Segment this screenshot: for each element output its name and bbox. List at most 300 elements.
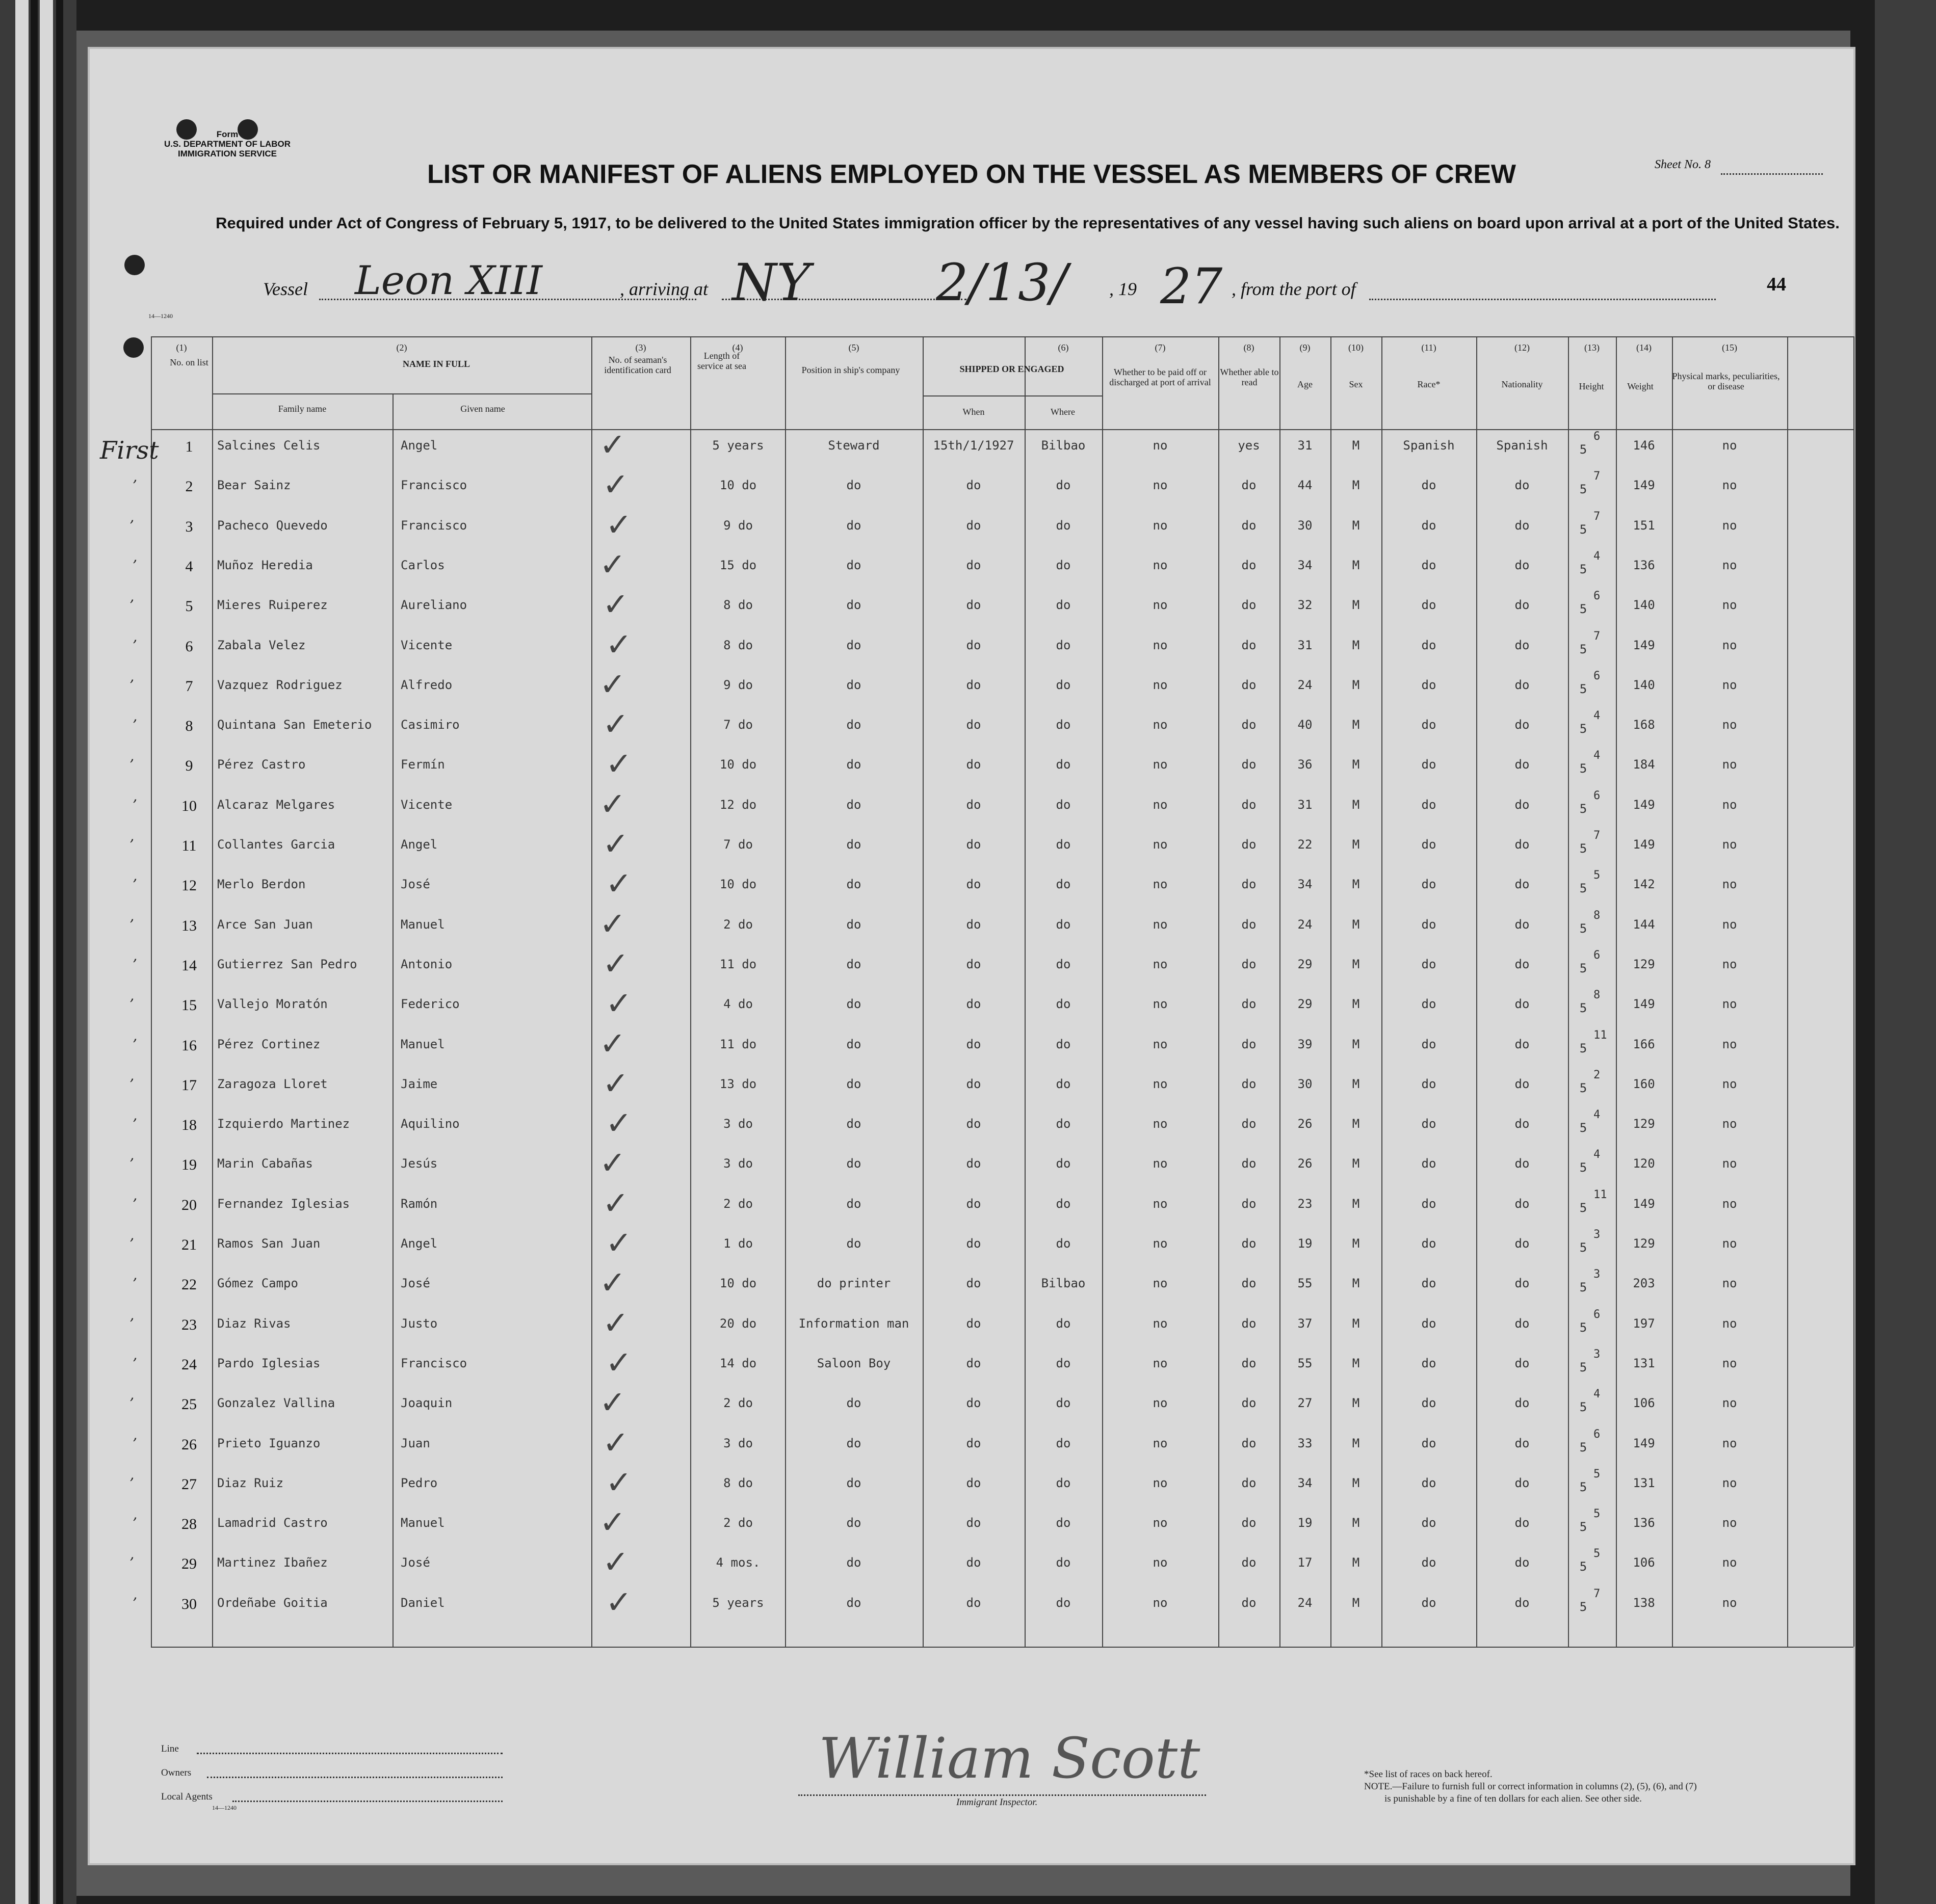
height-feet: 5: [1579, 1360, 1587, 1374]
margin-tick: ’: [129, 1155, 134, 1173]
from-port-underline: [1369, 299, 1716, 300]
height-feet: 5: [1579, 1400, 1587, 1415]
department-name: U.S. DEPARTMENT OF LABOR: [164, 139, 291, 149]
able-to-read: do: [1241, 917, 1257, 932]
nationality: do: [1514, 558, 1530, 572]
check-mark: ✓: [603, 944, 629, 982]
table-row: [90, 1224, 1853, 1267]
line-underline: [197, 1753, 503, 1754]
physical-marks: no: [1722, 1396, 1737, 1411]
row-number: 11: [181, 837, 197, 854]
shipped-where: do: [1056, 1037, 1071, 1051]
shipped-when: do: [966, 518, 981, 533]
paid-off: no: [1153, 558, 1168, 572]
able-to-read: do: [1241, 957, 1257, 971]
paid-off: no: [1153, 638, 1168, 652]
table-row: [90, 545, 1853, 589]
position: do: [846, 1196, 861, 1211]
age: 23: [1297, 1196, 1313, 1211]
position: do: [846, 877, 861, 892]
position: do: [846, 957, 861, 971]
shipped-subheader-rule: [923, 395, 1102, 396]
shipped-when: do: [966, 558, 981, 572]
sex: M: [1352, 1396, 1360, 1411]
family-name: Gonzalez Vallina: [217, 1396, 335, 1411]
height-inches: 7: [1593, 1587, 1601, 1600]
nationality: do: [1514, 598, 1530, 613]
able-to-read: do: [1241, 877, 1257, 892]
height-feet: 5: [1579, 1001, 1587, 1016]
margin-tick: ’: [133, 876, 137, 893]
physical-marks: no: [1722, 1156, 1737, 1171]
check-mark: ✓: [606, 506, 632, 543]
col-physical-marks: Physical marks, peculiarities, or disease: [1672, 371, 1780, 391]
age: 31: [1297, 638, 1313, 652]
shipped-where: do: [1056, 837, 1071, 852]
table-row: [90, 985, 1853, 1027]
able-to-read: do: [1241, 598, 1257, 613]
table-row: [90, 1543, 1853, 1586]
table-row: [90, 1264, 1853, 1307]
shipped-when: do: [966, 1595, 981, 1610]
check-mark: ✓: [606, 1583, 632, 1621]
family-name: Vazquez Rodriguez: [217, 677, 343, 692]
margin-tick: ’: [133, 1195, 137, 1212]
age: 24: [1297, 677, 1313, 692]
margin-tick: ’: [133, 1435, 137, 1452]
nationality: do: [1514, 1356, 1530, 1370]
length-of-service: 10 do: [719, 478, 757, 493]
shipped-where: do: [1056, 877, 1071, 892]
sex: M: [1352, 1316, 1360, 1331]
height-inches: 4: [1593, 1148, 1601, 1161]
table-row: [90, 426, 1853, 469]
margin-tick: ’: [129, 597, 134, 614]
sex: M: [1352, 478, 1360, 493]
height-feet: 5: [1579, 1121, 1587, 1135]
check-mark: ✓: [603, 586, 629, 623]
margin-tick: ’: [129, 916, 134, 933]
position: do: [846, 917, 861, 932]
position: Steward: [828, 438, 880, 453]
shipped-when: do: [966, 1316, 981, 1331]
given-name: Casimiro: [401, 718, 460, 732]
paid-off: no: [1153, 877, 1168, 892]
margin-tick: ’: [129, 676, 134, 694]
paid-off: no: [1153, 1117, 1168, 1131]
position: do: [846, 1436, 861, 1450]
given-name: Justo: [401, 1316, 438, 1331]
race: do: [1421, 1595, 1436, 1610]
shipped-where: do: [1056, 1516, 1071, 1530]
able-to-read: do: [1241, 1316, 1257, 1331]
given-name: Alfredo: [401, 677, 453, 692]
column-rule: [1853, 336, 1854, 1647]
nationality: do: [1514, 1076, 1530, 1091]
physical-marks: no: [1722, 1117, 1737, 1131]
table-row: [90, 586, 1853, 628]
length-of-service: 10 do: [719, 757, 757, 772]
sheet-number: Sheet No. 8: [1655, 158, 1711, 171]
physical-marks: no: [1722, 837, 1737, 852]
shipped-where: do: [1056, 997, 1071, 1012]
weight: 166: [1633, 1037, 1655, 1051]
family-name: Muñoz Heredia: [217, 558, 313, 572]
sex: M: [1352, 997, 1360, 1012]
age: 31: [1297, 438, 1313, 453]
check-mark: ✓: [606, 985, 632, 1022]
sex: M: [1352, 1475, 1360, 1490]
shipped-when: do: [966, 837, 981, 852]
paid-off: no: [1153, 1475, 1168, 1490]
able-to-read: do: [1241, 1555, 1257, 1570]
given-name: Juan: [401, 1436, 430, 1450]
check-mark: ✓: [599, 426, 626, 463]
column-number: (6): [1058, 342, 1069, 353]
height-inches: 6: [1593, 430, 1601, 443]
weight: 129: [1633, 1236, 1655, 1251]
arrival-port: NY: [732, 253, 810, 312]
age: 27: [1297, 1396, 1313, 1411]
shipped-when: do: [966, 1396, 981, 1411]
position: do: [846, 718, 861, 732]
physical-marks: no: [1722, 1475, 1737, 1490]
weight: 184: [1633, 757, 1655, 772]
shipped-where: do: [1056, 1595, 1071, 1610]
given-name: Angel: [401, 438, 438, 453]
family-name: Ordeñabe Goitia: [217, 1595, 328, 1610]
height-feet: 5: [1579, 1599, 1587, 1614]
sex: M: [1352, 917, 1360, 932]
sex: M: [1352, 1236, 1360, 1251]
table-row: [90, 665, 1853, 708]
shipped-where: do: [1056, 558, 1071, 572]
races-footnote: *See list of races on back hereof.: [1364, 1769, 1493, 1780]
length-of-service: 7 do: [723, 718, 753, 732]
column-number: (8): [1243, 342, 1254, 353]
margin-tick: ’: [133, 796, 137, 813]
position: do: [846, 997, 861, 1012]
age: 24: [1297, 917, 1313, 932]
weight: 149: [1633, 797, 1655, 812]
race: do: [1421, 518, 1436, 533]
table-row: [90, 1104, 1853, 1147]
family-name: Merlo Berdon: [217, 877, 306, 892]
length-of-service: 2 do: [723, 1516, 753, 1530]
column-number: (4): [732, 342, 743, 353]
punch-hole: [123, 337, 144, 358]
physical-marks: no: [1722, 1076, 1737, 1091]
race: do: [1421, 877, 1436, 892]
position: do: [846, 1117, 861, 1131]
table-row: [90, 745, 1853, 788]
check-mark: ✓: [606, 745, 632, 783]
shipped-where: do: [1056, 797, 1071, 812]
position: do: [846, 1396, 861, 1411]
column-number: (3): [635, 342, 646, 353]
able-to-read: yes: [1238, 438, 1260, 453]
family-name: Diaz Ruiz: [217, 1475, 284, 1490]
physical-marks: no: [1722, 1356, 1737, 1370]
given-name: Vicente: [401, 797, 453, 812]
page-title: LIST OR MANIFEST OF ALIENS EMPLOYED ON THE VESSEL AS MEMBERS OF CREW: [427, 160, 1516, 189]
table-row: [90, 825, 1853, 868]
col-nationality: Nationality: [1501, 379, 1543, 389]
nationality: do: [1514, 1555, 1530, 1570]
length-of-service: 11 do: [719, 1037, 757, 1051]
position: do: [846, 837, 861, 852]
nationality: do: [1514, 797, 1530, 812]
race: do: [1421, 1117, 1436, 1131]
page-edge: [40, 0, 53, 1904]
nationality: do: [1514, 1037, 1530, 1051]
nationality: do: [1514, 1475, 1530, 1490]
given-name: Angel: [401, 837, 438, 852]
agents-underline: [232, 1801, 503, 1802]
shipped-where: do: [1056, 598, 1071, 613]
age: 37: [1297, 1316, 1313, 1331]
given-name: José: [401, 1555, 430, 1570]
column-number: (10): [1348, 342, 1364, 353]
race: do: [1421, 1555, 1436, 1570]
sex: M: [1352, 1076, 1360, 1091]
given-name: Joaquin: [401, 1396, 453, 1411]
age: 34: [1297, 1475, 1313, 1490]
height-inches: 11: [1593, 1188, 1607, 1201]
length-of-service: 12 do: [719, 797, 757, 812]
margin-tick: ’: [133, 557, 137, 574]
length-of-service: 8 do: [723, 638, 753, 652]
weight: 129: [1633, 1117, 1655, 1131]
check-mark: ✓: [606, 1224, 632, 1261]
position: Saloon Boy: [817, 1356, 891, 1370]
race: do: [1421, 1316, 1436, 1331]
inspector-label: Immigrant Inspector.: [956, 1797, 1038, 1808]
given-name: Francisco: [401, 478, 467, 493]
family-name: Izquierdo Martinez: [217, 1117, 350, 1131]
shipped-when: do: [966, 598, 981, 613]
row-number: 15: [181, 997, 197, 1014]
margin-note: First: [100, 436, 159, 465]
family-name: Salcines Celis: [217, 438, 321, 453]
table-row: [90, 944, 1853, 988]
margin-tick: ’: [133, 477, 137, 494]
column-number: (15): [1722, 342, 1737, 353]
length-of-service: 2 do: [723, 1396, 753, 1411]
paid-off: no: [1153, 1076, 1168, 1091]
check-mark: ✓: [599, 785, 626, 823]
physical-marks: no: [1722, 677, 1737, 692]
check-mark: ✓: [603, 1423, 629, 1461]
line-label: Line: [161, 1743, 179, 1754]
family-name: Pérez Castro: [217, 757, 306, 772]
col-sex: Sex: [1349, 379, 1363, 389]
col-shipped-engaged: SHIPPED OR ENGAGED: [959, 364, 1064, 374]
paid-off: no: [1153, 1555, 1168, 1570]
margin-tick: ’: [129, 517, 134, 534]
shipped-where: do: [1056, 1196, 1071, 1211]
col-where: Where: [1051, 407, 1075, 417]
arriving-label: , arriving at: [620, 279, 709, 299]
paid-off: no: [1153, 1236, 1168, 1251]
given-name: Ramón: [401, 1196, 438, 1211]
row-number: 25: [181, 1396, 197, 1413]
nationality: do: [1514, 518, 1530, 533]
race: do: [1421, 1436, 1436, 1450]
shipped-when: do: [966, 917, 981, 932]
race: do: [1421, 917, 1436, 932]
length-of-service: 10 do: [719, 877, 757, 892]
nationality: do: [1514, 757, 1530, 772]
age: 29: [1297, 997, 1313, 1012]
able-to-read: do: [1241, 1516, 1257, 1530]
check-mark: ✓: [599, 1144, 626, 1182]
paid-off: no: [1153, 1516, 1168, 1530]
shipped-when: do: [966, 1037, 981, 1051]
family-name: Martinez Ibañez: [217, 1555, 328, 1570]
table-row: [90, 1384, 1853, 1426]
row-number: 16: [181, 1037, 197, 1054]
position: do: [846, 677, 861, 692]
paid-off: no: [1153, 917, 1168, 932]
able-to-read: do: [1241, 837, 1257, 852]
race: do: [1421, 677, 1436, 692]
row-number: 26: [181, 1436, 197, 1453]
length-of-service: 9 do: [723, 677, 753, 692]
age: 17: [1297, 1555, 1313, 1570]
able-to-read: do: [1241, 797, 1257, 812]
page-edge: [15, 0, 29, 1904]
physical-marks: no: [1722, 1555, 1737, 1570]
age: 22: [1297, 837, 1313, 852]
height-feet: 5: [1579, 841, 1587, 856]
weight: 142: [1633, 877, 1655, 892]
sex: M: [1352, 757, 1360, 772]
height-feet: 5: [1579, 1080, 1587, 1095]
physical-marks: no: [1722, 877, 1737, 892]
family-name: Pardo Iglesias: [217, 1356, 321, 1370]
sex: M: [1352, 1516, 1360, 1530]
row-number: 13: [181, 917, 197, 934]
height-inches: 4: [1593, 1108, 1601, 1122]
family-name: Zabala Velez: [217, 638, 306, 652]
weight: 149: [1633, 997, 1655, 1012]
sex: M: [1352, 598, 1360, 613]
shipped-where: do: [1056, 1316, 1071, 1331]
given-name: Carlos: [401, 558, 445, 572]
table-row: [90, 1064, 1853, 1107]
shipped-where: do: [1056, 1475, 1071, 1490]
position: do: [846, 797, 861, 812]
given-name: Aquilino: [401, 1117, 460, 1131]
row-number: 14: [181, 957, 197, 974]
col-when: When: [962, 407, 985, 417]
length-of-service: 13 do: [719, 1076, 757, 1091]
nationality: do: [1514, 997, 1530, 1012]
length-of-service: 5 years: [712, 1595, 764, 1610]
sex: M: [1352, 1555, 1360, 1570]
age: 31: [1297, 797, 1313, 812]
length-of-service: 3 do: [723, 1117, 753, 1131]
height-feet: 5: [1579, 1280, 1587, 1295]
able-to-read: do: [1241, 757, 1257, 772]
family-name: Alcaraz Melgares: [217, 797, 335, 812]
physical-marks: no: [1722, 518, 1737, 533]
page-edge-shadow: [56, 0, 63, 1904]
nationality: do: [1514, 1516, 1530, 1530]
weight: 138: [1633, 1595, 1655, 1610]
able-to-read: do: [1241, 1196, 1257, 1211]
race: do: [1421, 1236, 1436, 1251]
length-of-service: 8 do: [723, 1475, 753, 1490]
given-name: Fermín: [401, 757, 445, 772]
vessel-label: Vessel: [263, 279, 308, 299]
weight: 106: [1633, 1555, 1655, 1570]
position: do: [846, 638, 861, 652]
shipped-where: do: [1056, 917, 1071, 932]
race: do: [1421, 1037, 1436, 1051]
paid-off: no: [1153, 1356, 1168, 1370]
age: 19: [1297, 1516, 1313, 1530]
shipped-where: do: [1056, 1076, 1071, 1091]
given-name: Manuel: [401, 1037, 445, 1051]
length-of-service: 14 do: [719, 1356, 757, 1370]
height-feet: 5: [1579, 1520, 1587, 1535]
height-feet: 5: [1579, 921, 1587, 936]
paid-off: no: [1153, 1316, 1168, 1331]
form-word: Form: [216, 129, 239, 139]
sex: M: [1352, 1037, 1360, 1051]
physical-marks: no: [1722, 957, 1737, 971]
row-number: 8: [185, 718, 193, 735]
shipped-where: do: [1056, 1555, 1071, 1570]
weight: 131: [1633, 1475, 1655, 1490]
physical-marks: no: [1722, 1436, 1737, 1450]
owners-label: Owners: [161, 1767, 192, 1778]
length-of-service: 4 do: [723, 997, 753, 1012]
table-row: [90, 506, 1853, 549]
col-family-name: Family name: [278, 404, 327, 414]
sex: M: [1352, 638, 1360, 652]
check-mark: ✓: [599, 1024, 626, 1062]
paid-off: no: [1153, 957, 1168, 971]
nationality: do: [1514, 638, 1530, 652]
shipped-where: do: [1056, 1396, 1071, 1411]
margin-tick: ’: [129, 996, 134, 1013]
row-number: 6: [185, 638, 193, 655]
able-to-read: do: [1241, 1276, 1257, 1291]
table-row: [90, 1184, 1853, 1227]
row-number: 29: [181, 1555, 197, 1573]
margin-tick: ’: [133, 637, 137, 654]
physical-marks: no: [1722, 1276, 1737, 1291]
nationality: do: [1514, 1196, 1530, 1211]
margin-tick: ’: [133, 1594, 137, 1611]
race: do: [1421, 1276, 1436, 1291]
height-inches: 7: [1593, 510, 1601, 523]
shipped-when: do: [966, 718, 981, 732]
col-paid-off: Whether to be paid off or discharged at port of arrival: [1109, 367, 1211, 387]
height-feet: 5: [1579, 722, 1587, 736]
able-to-read: do: [1241, 1156, 1257, 1171]
length-of-service: 10 do: [719, 1276, 757, 1291]
given-name: Manuel: [401, 1516, 445, 1530]
family-name: Gutierrez San Pedro: [217, 957, 357, 971]
family-name: Bear Sainz: [217, 478, 291, 493]
nationality: do: [1514, 1117, 1530, 1131]
physical-marks: no: [1722, 638, 1737, 652]
height-inches: 4: [1593, 549, 1601, 563]
